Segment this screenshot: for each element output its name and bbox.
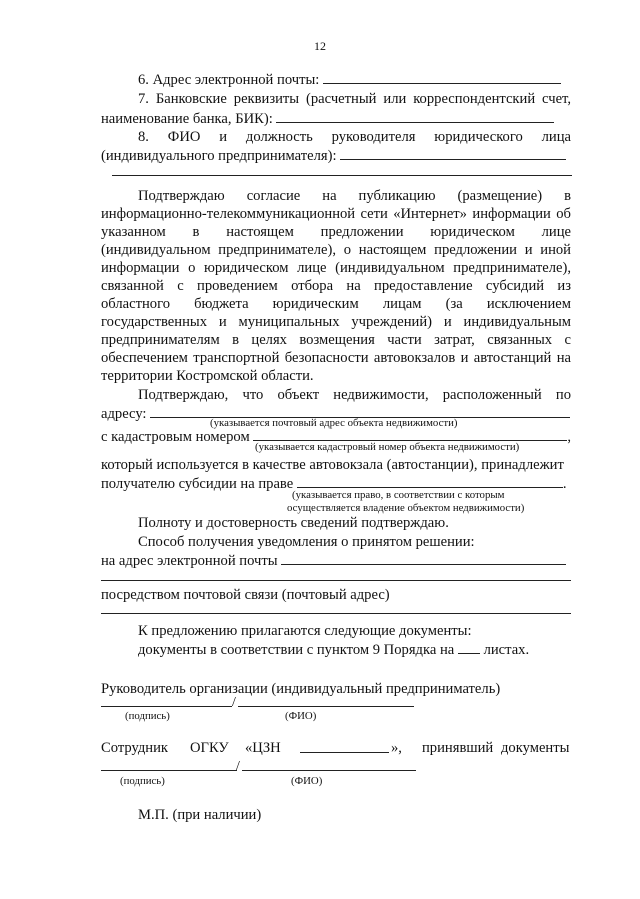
staff-word-employee: Сотрудник	[101, 740, 169, 756]
cadastral-row: с кадастровым номером ,	[101, 429, 571, 445]
attach-line2-suffix: листах.	[483, 642, 530, 658]
staff-word-ogku: ОГКУ	[190, 740, 229, 756]
notify-email-blank-line	[281, 552, 566, 565]
right-row: получателю субсидии на праве .	[101, 476, 567, 492]
right-hint-line1: (указывается право, в соответствии с которым	[292, 489, 505, 501]
consent-line: Подтверждаю согласие на публикацию (размещение) в	[138, 188, 571, 204]
page-number: 12	[314, 39, 326, 53]
head-signature-line	[101, 706, 232, 707]
consent-line: предпринимателям в целях возмещения части затрат, связанных с	[101, 332, 571, 348]
email-item	[138, 71, 571, 90]
attach-line2	[138, 641, 571, 660]
head-item-line2	[101, 147, 571, 166]
property-line1: Подтверждаю, что объект недвижимости, расположенный по	[138, 387, 571, 403]
notify-email-label: на адрес электронной почты	[101, 553, 278, 569]
notify-post-blank-line	[101, 613, 571, 614]
email-item-label: 6. Адрес электронной почты:	[138, 72, 320, 88]
head-fio-hint: (ФИО)	[285, 710, 317, 722]
address-label: адресу:	[101, 406, 147, 422]
use-line: который используется в качестве автовокзала (автостанции), принадлежит	[101, 457, 564, 473]
right-label: получателю субсидии на праве	[101, 476, 294, 492]
staff-fio-line	[242, 770, 416, 771]
consent-line: обеспечением транспортной безопасности автовокзалов и автостанций на	[101, 350, 571, 366]
staff-sign-slash: /	[236, 759, 240, 774]
head-item-label: (индивидуального предпринимателя):	[101, 148, 337, 164]
bank-blank-line	[276, 110, 554, 123]
address-hint: (указывается почтовый адрес объекта недвижимости)	[210, 417, 458, 429]
head-blank-line-2	[112, 175, 572, 176]
right-hint-line2: осуществляется владение объектом недвижимости)	[287, 502, 525, 514]
head-blank-line	[340, 147, 566, 160]
consent-line: территории Костромской области.	[101, 368, 314, 384]
staff-sign-hint: (подпись)	[120, 775, 165, 787]
notify-email-blank-line-2	[101, 580, 571, 581]
head-sign-slash: /	[232, 695, 236, 710]
attach-line1: К предложению прилагаются следующие документы:	[138, 623, 472, 639]
staff-word-czn: «ЦЗН	[245, 740, 281, 756]
attach-line2-text: документы в соответствии с пунктом 9 Порядка на	[138, 642, 455, 658]
staff-word-close-quote: »,	[391, 740, 402, 756]
consent-line: информационно-телекоммуникационной сети «Интернет» информации об	[101, 206, 571, 222]
head-sign-hint: (подпись)	[125, 710, 170, 722]
czn-blank-line	[300, 740, 389, 753]
cadastral-blank-line	[253, 428, 567, 441]
consent-line: (индивидуальном предпринимателе), о настоящем предложении и иной	[101, 242, 571, 258]
cadastral-hint: (указывается кадастровый номер объекта недвижимости)	[255, 441, 520, 453]
staff-word-accepted: принявший	[422, 740, 494, 756]
notify-title: Способ получения уведомления о принятом решении:	[138, 534, 475, 550]
head-fio-line	[238, 706, 414, 707]
bank-item-label: наименование банка, БИК):	[101, 111, 273, 127]
cadastral-label: с кадастровым номером	[101, 429, 250, 445]
head-sign-title: Руководитель организации (индивидуальный предприниматель)	[101, 681, 501, 697]
attach-pages-blank	[458, 641, 480, 654]
consent-line: связанной с проведением отбора на предоставление субсидий из	[101, 278, 571, 294]
staff-signature-line	[101, 770, 237, 771]
staff-word-documents: документы	[501, 740, 570, 756]
stamp-text: М.П. (при наличии)	[138, 807, 262, 823]
consent-line: указанном в настоящем предложении юридическом лице	[101, 224, 571, 240]
bank-item-line1: 7. Банковские реквизиты (расчетный или корреспондентский счет,	[138, 91, 571, 107]
email-blank-line	[323, 71, 561, 84]
confirm-text: Полноту и достоверность сведений подтверждаю.	[138, 515, 449, 531]
head-item-line1: 8. ФИО и должность руководителя юридического лица	[138, 129, 571, 145]
consent-line: государственных и муниципальных учреждений) и индивидуальным	[101, 314, 571, 330]
right-blank-line	[297, 475, 563, 488]
consent-line: областного бюджета юридическим лицам (за исключением	[101, 296, 571, 312]
notify-post-label: посредством почтовой связи (почтовый адрес)	[101, 587, 390, 603]
staff-fio-hint: (ФИО)	[291, 775, 323, 787]
notify-email-row	[101, 552, 571, 571]
bank-item-line2	[101, 110, 571, 129]
consent-line: информации о юридическом лице (индивидуальном предпринимателе),	[101, 260, 571, 276]
